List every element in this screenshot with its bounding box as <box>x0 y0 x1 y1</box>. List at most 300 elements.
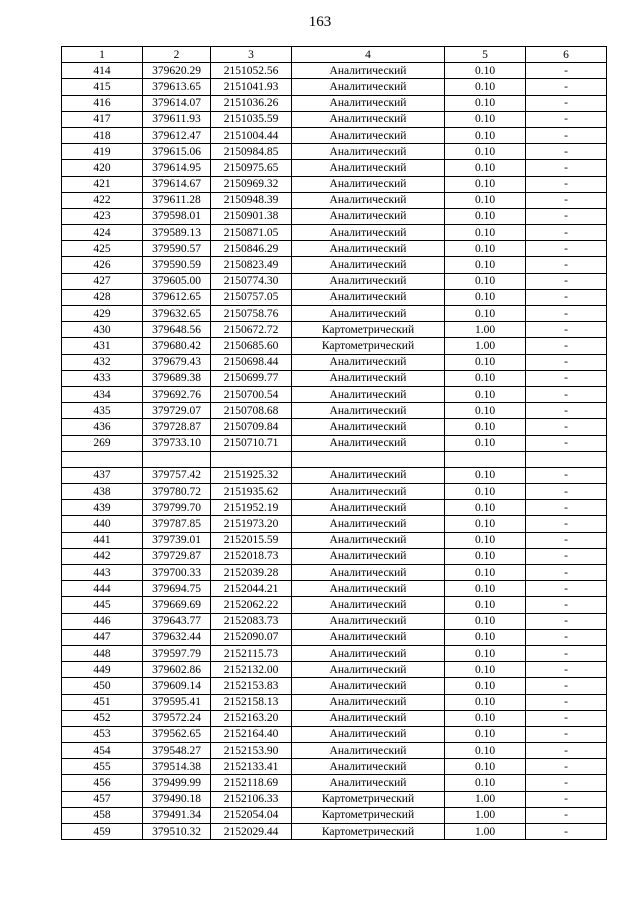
point-number-cell: 448 <box>62 645 143 661</box>
x-coordinate-cell: 379613.65 <box>143 79 211 95</box>
table-row <box>62 289 607 305</box>
x-coordinate-cell: 379615.06 <box>143 144 211 160</box>
note-cell: - <box>526 289 607 305</box>
y-coordinate-cell: 2151041.93 <box>211 79 292 95</box>
note-cell: - <box>526 548 607 564</box>
y-coordinate-cell: 2150757.05 <box>211 289 292 305</box>
note-cell: - <box>526 241 607 257</box>
y-coordinate-cell: 2150685.60 <box>211 338 292 354</box>
accuracy-cell: 0.10 <box>445 484 526 500</box>
note-cell: - <box>526 824 607 840</box>
method-cell: Аналитический <box>292 581 445 597</box>
x-coordinate-cell: 379589.13 <box>143 225 211 241</box>
note-cell: - <box>526 79 607 95</box>
x-coordinate-cell: 379605.00 <box>143 273 211 289</box>
accuracy-cell: 0.10 <box>445 662 526 678</box>
x-coordinate-cell: 379780.72 <box>143 484 211 500</box>
table-row <box>62 386 607 402</box>
method-cell: Аналитический <box>292 662 445 678</box>
note-cell: - <box>526 144 607 160</box>
point-number-cell: 427 <box>62 273 143 289</box>
accuracy-cell: 0.10 <box>445 225 526 241</box>
note-cell: - <box>526 726 607 742</box>
point-number-cell: 455 <box>62 759 143 775</box>
note-cell: - <box>526 613 607 629</box>
x-coordinate-cell: 379611.93 <box>143 111 211 127</box>
x-coordinate-cell: 379728.87 <box>143 419 211 435</box>
method-cell: Аналитический <box>292 95 445 111</box>
y-coordinate-cell: 2150700.54 <box>211 386 292 402</box>
point-number-cell: 450 <box>62 678 143 694</box>
note-cell: - <box>526 403 607 419</box>
point-number-cell: 439 <box>62 500 143 516</box>
table-row <box>62 565 607 581</box>
table-row <box>62 597 607 613</box>
x-coordinate-cell: 379632.44 <box>143 629 211 645</box>
y-coordinate-cell: 2150698.44 <box>211 354 292 370</box>
point-number-cell: 446 <box>62 613 143 629</box>
accuracy-cell: 0.10 <box>445 581 526 597</box>
accuracy-cell: 0.10 <box>445 241 526 257</box>
point-number-cell: 445 <box>62 597 143 613</box>
accuracy-cell: 0.10 <box>445 127 526 143</box>
note-cell: - <box>526 225 607 241</box>
x-coordinate-cell: 379611.28 <box>143 192 211 208</box>
accuracy-cell: 0.10 <box>445 743 526 759</box>
note-cell: - <box>526 338 607 354</box>
note-cell: - <box>526 743 607 759</box>
table-row <box>62 791 607 807</box>
note-cell: - <box>526 467 607 483</box>
y-coordinate-cell: 2150699.77 <box>211 370 292 386</box>
method-cell: Аналитический <box>292 613 445 629</box>
accuracy-cell: 0.10 <box>445 678 526 694</box>
method-cell: Аналитический <box>292 241 445 257</box>
y-coordinate-cell: 2150709.84 <box>211 419 292 435</box>
y-coordinate-cell: 2150948.39 <box>211 192 292 208</box>
point-number-cell: 458 <box>62 807 143 823</box>
accuracy-cell: 0.10 <box>445 403 526 419</box>
method-cell: Аналитический <box>292 597 445 613</box>
point-number-cell: 417 <box>62 111 143 127</box>
table-row <box>62 775 607 791</box>
point-number-cell: 435 <box>62 403 143 419</box>
method-cell: Аналитический <box>292 127 445 143</box>
accuracy-cell: 0.10 <box>445 516 526 532</box>
method-cell: Аналитический <box>292 532 445 548</box>
method-cell: Аналитический <box>292 678 445 694</box>
table-row <box>62 451 607 467</box>
point-number-cell: 442 <box>62 548 143 564</box>
y-coordinate-cell: 2152153.83 <box>211 678 292 694</box>
x-coordinate-cell: 379548.27 <box>143 743 211 759</box>
method-cell: Аналитический <box>292 306 445 322</box>
y-coordinate-cell: 2150672.72 <box>211 322 292 338</box>
note-cell: - <box>526 565 607 581</box>
point-number-cell: 440 <box>62 516 143 532</box>
table-row <box>62 95 607 111</box>
note-cell: - <box>526 208 607 224</box>
y-coordinate-cell: 2151935.62 <box>211 484 292 500</box>
accuracy-cell: 1.00 <box>445 338 526 354</box>
y-coordinate-cell: 2152163.20 <box>211 710 292 726</box>
table-row <box>62 824 607 840</box>
point-number-cell: 451 <box>62 694 143 710</box>
accuracy-cell: 0.10 <box>445 759 526 775</box>
table-row <box>62 500 607 516</box>
y-coordinate-cell: 2151925.32 <box>211 467 292 483</box>
y-coordinate-cell: 2151052.56 <box>211 63 292 79</box>
point-number-cell: 438 <box>62 484 143 500</box>
point-number-cell: 415 <box>62 79 143 95</box>
table-row <box>62 257 607 273</box>
y-coordinate-cell: 2152153.90 <box>211 743 292 759</box>
table-row <box>62 370 607 386</box>
table-row <box>62 419 607 435</box>
accuracy-cell: 0.10 <box>445 176 526 192</box>
y-coordinate-cell: 2150984.85 <box>211 144 292 160</box>
point-number-cell: 431 <box>62 338 143 354</box>
accuracy-cell: 0.10 <box>445 435 526 451</box>
accuracy-cell: 0.10 <box>445 645 526 661</box>
note-cell: - <box>526 759 607 775</box>
accuracy-cell: 1.00 <box>445 791 526 807</box>
table-row <box>62 548 607 564</box>
method-cell: Аналитический <box>292 775 445 791</box>
y-coordinate-cell: 2151952.19 <box>211 500 292 516</box>
table-row <box>62 127 607 143</box>
method-cell: Аналитический <box>292 370 445 386</box>
table-body <box>62 63 607 840</box>
accuracy-cell: 0.10 <box>445 306 526 322</box>
x-coordinate-cell: 379669.69 <box>143 597 211 613</box>
point-number-cell: 456 <box>62 775 143 791</box>
method-cell: Аналитический <box>292 257 445 273</box>
note-cell: - <box>526 95 607 111</box>
method-cell: Аналитический <box>292 176 445 192</box>
point-number-cell: 454 <box>62 743 143 759</box>
x-coordinate-cell: 379490.18 <box>143 791 211 807</box>
y-coordinate-cell: 2150871.05 <box>211 225 292 241</box>
x-coordinate-cell: 379694.75 <box>143 581 211 597</box>
note-cell: - <box>526 791 607 807</box>
method-cell: Картометрический <box>292 338 445 354</box>
table-row <box>62 759 607 775</box>
x-coordinate-cell: 379614.07 <box>143 95 211 111</box>
table-row <box>62 144 607 160</box>
method-cell: Аналитический <box>292 565 445 581</box>
accuracy-cell: 0.10 <box>445 192 526 208</box>
table-row <box>62 645 607 661</box>
method-cell: Аналитический <box>292 208 445 224</box>
coordinates-table <box>61 46 607 840</box>
method-cell: Аналитический <box>292 743 445 759</box>
accuracy-cell: 0.10 <box>445 548 526 564</box>
method-cell: Аналитический <box>292 63 445 79</box>
table-row <box>62 241 607 257</box>
table-row <box>62 807 607 823</box>
x-coordinate-cell: 379491.34 <box>143 807 211 823</box>
x-coordinate-cell: 379689.38 <box>143 370 211 386</box>
page-number: 163 <box>308 14 332 30</box>
y-coordinate-cell: 2151973.20 <box>211 516 292 532</box>
x-coordinate-cell: 379514.38 <box>143 759 211 775</box>
x-coordinate-cell: 379598.01 <box>143 208 211 224</box>
note-cell: - <box>526 111 607 127</box>
y-coordinate-cell: 2152029.44 <box>211 824 292 840</box>
x-coordinate-cell: 379510.32 <box>143 824 211 840</box>
method-cell: Аналитический <box>292 225 445 241</box>
note-cell: - <box>526 322 607 338</box>
y-coordinate-cell: 2152115.73 <box>211 645 292 661</box>
table-row <box>62 629 607 645</box>
table-row <box>62 613 607 629</box>
y-coordinate-cell: 2150823.49 <box>211 257 292 273</box>
table-row <box>62 516 607 532</box>
note-cell: - <box>526 306 607 322</box>
x-coordinate-cell: 379700.33 <box>143 565 211 581</box>
point-number-cell: 418 <box>62 127 143 143</box>
note-cell: - <box>526 678 607 694</box>
point-number-cell: 432 <box>62 354 143 370</box>
column-header: 3 <box>211 47 292 63</box>
method-cell: Аналитический <box>292 403 445 419</box>
y-coordinate-cell: 2150969.32 <box>211 176 292 192</box>
y-coordinate-cell: 2150758.76 <box>211 306 292 322</box>
accuracy-cell: 0.10 <box>445 613 526 629</box>
y-coordinate-cell: 2152164.40 <box>211 726 292 742</box>
column-header: 4 <box>292 47 445 63</box>
accuracy-cell: 0.10 <box>445 289 526 305</box>
point-number-cell: 457 <box>62 791 143 807</box>
y-coordinate-cell: 2152044.21 <box>211 581 292 597</box>
x-coordinate-cell: 379609.14 <box>143 678 211 694</box>
note-cell: - <box>526 484 607 500</box>
table-row <box>62 403 607 419</box>
table-row <box>62 79 607 95</box>
x-coordinate-cell: 379679.43 <box>143 354 211 370</box>
y-coordinate-cell: 2152039.28 <box>211 565 292 581</box>
note-cell: - <box>526 127 607 143</box>
note-cell: - <box>526 581 607 597</box>
table-row <box>62 111 607 127</box>
table-row <box>62 467 607 483</box>
accuracy-cell: 0.10 <box>445 208 526 224</box>
table-row <box>62 435 607 451</box>
method-cell: Картометрический <box>292 322 445 338</box>
point-number-cell: 434 <box>62 386 143 402</box>
y-coordinate-cell: 2150708.68 <box>211 403 292 419</box>
table-row <box>62 225 607 241</box>
method-cell: Аналитический <box>292 516 445 532</box>
x-coordinate-cell: 379562.65 <box>143 726 211 742</box>
note-cell: - <box>526 160 607 176</box>
method-cell: Аналитический <box>292 759 445 775</box>
x-coordinate-cell: 379632.65 <box>143 306 211 322</box>
method-cell: Аналитический <box>292 144 445 160</box>
x-coordinate-cell <box>143 451 211 467</box>
table-row <box>62 581 607 597</box>
method-cell: Аналитический <box>292 160 445 176</box>
accuracy-cell: 0.10 <box>445 694 526 710</box>
accuracy-cell: 0.10 <box>445 257 526 273</box>
table-row <box>62 306 607 322</box>
y-coordinate-cell: 2152018.73 <box>211 548 292 564</box>
table-row <box>62 532 607 548</box>
y-coordinate-cell: 2152132.00 <box>211 662 292 678</box>
point-number-cell: 414 <box>62 63 143 79</box>
x-coordinate-cell: 379729.07 <box>143 403 211 419</box>
note-cell: - <box>526 192 607 208</box>
method-cell: Картометрический <box>292 807 445 823</box>
y-coordinate-cell: 2150846.29 <box>211 241 292 257</box>
accuracy-cell: 0.10 <box>445 273 526 289</box>
method-cell: Аналитический <box>292 645 445 661</box>
table-row <box>62 726 607 742</box>
method-cell: Аналитический <box>292 694 445 710</box>
point-number-cell: 453 <box>62 726 143 742</box>
table-row <box>62 743 607 759</box>
y-coordinate-cell: 2152083.73 <box>211 613 292 629</box>
method-cell <box>292 451 445 467</box>
y-coordinate-cell: 2152158.13 <box>211 694 292 710</box>
accuracy-cell: 0.10 <box>445 500 526 516</box>
note-cell <box>526 451 607 467</box>
method-cell: Аналитический <box>292 354 445 370</box>
y-coordinate-cell: 2152062.22 <box>211 597 292 613</box>
column-header: 2 <box>143 47 211 63</box>
y-coordinate-cell: 2152133.41 <box>211 759 292 775</box>
method-cell: Аналитический <box>292 710 445 726</box>
accuracy-cell: 0.10 <box>445 629 526 645</box>
accuracy-cell: 0.10 <box>445 597 526 613</box>
table-header-row <box>62 47 607 63</box>
x-coordinate-cell: 379739.01 <box>143 532 211 548</box>
y-coordinate-cell: 2150975.65 <box>211 160 292 176</box>
table-row <box>62 192 607 208</box>
note-cell: - <box>526 516 607 532</box>
x-coordinate-cell: 379614.67 <box>143 176 211 192</box>
point-number-cell: 433 <box>62 370 143 386</box>
y-coordinate-cell: 2152015.59 <box>211 532 292 548</box>
x-coordinate-cell: 379733.10 <box>143 435 211 451</box>
method-cell: Аналитический <box>292 192 445 208</box>
y-coordinate-cell: 2152106.33 <box>211 791 292 807</box>
x-coordinate-cell: 379787.85 <box>143 516 211 532</box>
note-cell: - <box>526 273 607 289</box>
accuracy-cell: 0.10 <box>445 95 526 111</box>
note-cell: - <box>526 597 607 613</box>
y-coordinate-cell: 2152054.04 <box>211 807 292 823</box>
point-number-cell: 443 <box>62 565 143 581</box>
y-coordinate-cell: 2150710.71 <box>211 435 292 451</box>
accuracy-cell: 0.10 <box>445 726 526 742</box>
point-number-cell: 430 <box>62 322 143 338</box>
x-coordinate-cell: 379590.59 <box>143 257 211 273</box>
accuracy-cell: 0.10 <box>445 144 526 160</box>
table-row <box>62 354 607 370</box>
method-cell: Аналитический <box>292 629 445 645</box>
x-coordinate-cell: 379572.24 <box>143 710 211 726</box>
note-cell: - <box>526 386 607 402</box>
note-cell: - <box>526 532 607 548</box>
point-number-cell: 416 <box>62 95 143 111</box>
accuracy-cell: 0.10 <box>445 532 526 548</box>
y-coordinate-cell: 2151004.44 <box>211 127 292 143</box>
method-cell: Аналитический <box>292 79 445 95</box>
method-cell: Аналитический <box>292 435 445 451</box>
accuracy-cell: 0.10 <box>445 160 526 176</box>
point-number-cell: 459 <box>62 824 143 840</box>
note-cell: - <box>526 710 607 726</box>
point-number-cell: 419 <box>62 144 143 160</box>
point-number-cell: 444 <box>62 581 143 597</box>
y-coordinate-cell: 2152118.69 <box>211 775 292 791</box>
point-number-cell: 452 <box>62 710 143 726</box>
x-coordinate-cell: 379595.41 <box>143 694 211 710</box>
x-coordinate-cell: 379614.95 <box>143 160 211 176</box>
x-coordinate-cell: 379602.86 <box>143 662 211 678</box>
y-coordinate-cell: 2151036.26 <box>211 95 292 111</box>
x-coordinate-cell: 379643.77 <box>143 613 211 629</box>
x-coordinate-cell: 379612.47 <box>143 127 211 143</box>
method-cell: Аналитический <box>292 500 445 516</box>
accuracy-cell: 0.10 <box>445 79 526 95</box>
accuracy-cell: 0.10 <box>445 775 526 791</box>
method-cell: Аналитический <box>292 548 445 564</box>
method-cell: Аналитический <box>292 419 445 435</box>
point-number-cell <box>62 451 143 467</box>
x-coordinate-cell: 379620.29 <box>143 63 211 79</box>
point-number-cell: 269 <box>62 435 143 451</box>
method-cell: Аналитический <box>292 386 445 402</box>
accuracy-cell: 1.00 <box>445 322 526 338</box>
note-cell: - <box>526 257 607 273</box>
point-number-cell: 436 <box>62 419 143 435</box>
method-cell: Аналитический <box>292 467 445 483</box>
point-number-cell: 447 <box>62 629 143 645</box>
column-header: 1 <box>62 47 143 63</box>
note-cell: - <box>526 500 607 516</box>
y-coordinate-cell: 2152090.07 <box>211 629 292 645</box>
y-coordinate-cell <box>211 451 292 467</box>
table-row <box>62 338 607 354</box>
note-cell: - <box>526 435 607 451</box>
note-cell: - <box>526 662 607 678</box>
point-number-cell: 421 <box>62 176 143 192</box>
point-number-cell: 429 <box>62 306 143 322</box>
method-cell: Картометрический <box>292 791 445 807</box>
accuracy-cell: 1.00 <box>445 807 526 823</box>
method-cell: Аналитический <box>292 111 445 127</box>
note-cell: - <box>526 807 607 823</box>
x-coordinate-cell: 379499.99 <box>143 775 211 791</box>
accuracy-cell: 0.10 <box>445 111 526 127</box>
y-coordinate-cell: 2150774.30 <box>211 273 292 289</box>
note-cell: - <box>526 63 607 79</box>
method-cell: Аналитический <box>292 726 445 742</box>
note-cell: - <box>526 176 607 192</box>
point-number-cell: 449 <box>62 662 143 678</box>
table-row <box>62 208 607 224</box>
accuracy-cell: 1.00 <box>445 824 526 840</box>
point-number-cell: 437 <box>62 467 143 483</box>
note-cell: - <box>526 354 607 370</box>
table-row <box>62 694 607 710</box>
method-cell: Картометрический <box>292 824 445 840</box>
table-row <box>62 710 607 726</box>
x-coordinate-cell: 379590.57 <box>143 241 211 257</box>
